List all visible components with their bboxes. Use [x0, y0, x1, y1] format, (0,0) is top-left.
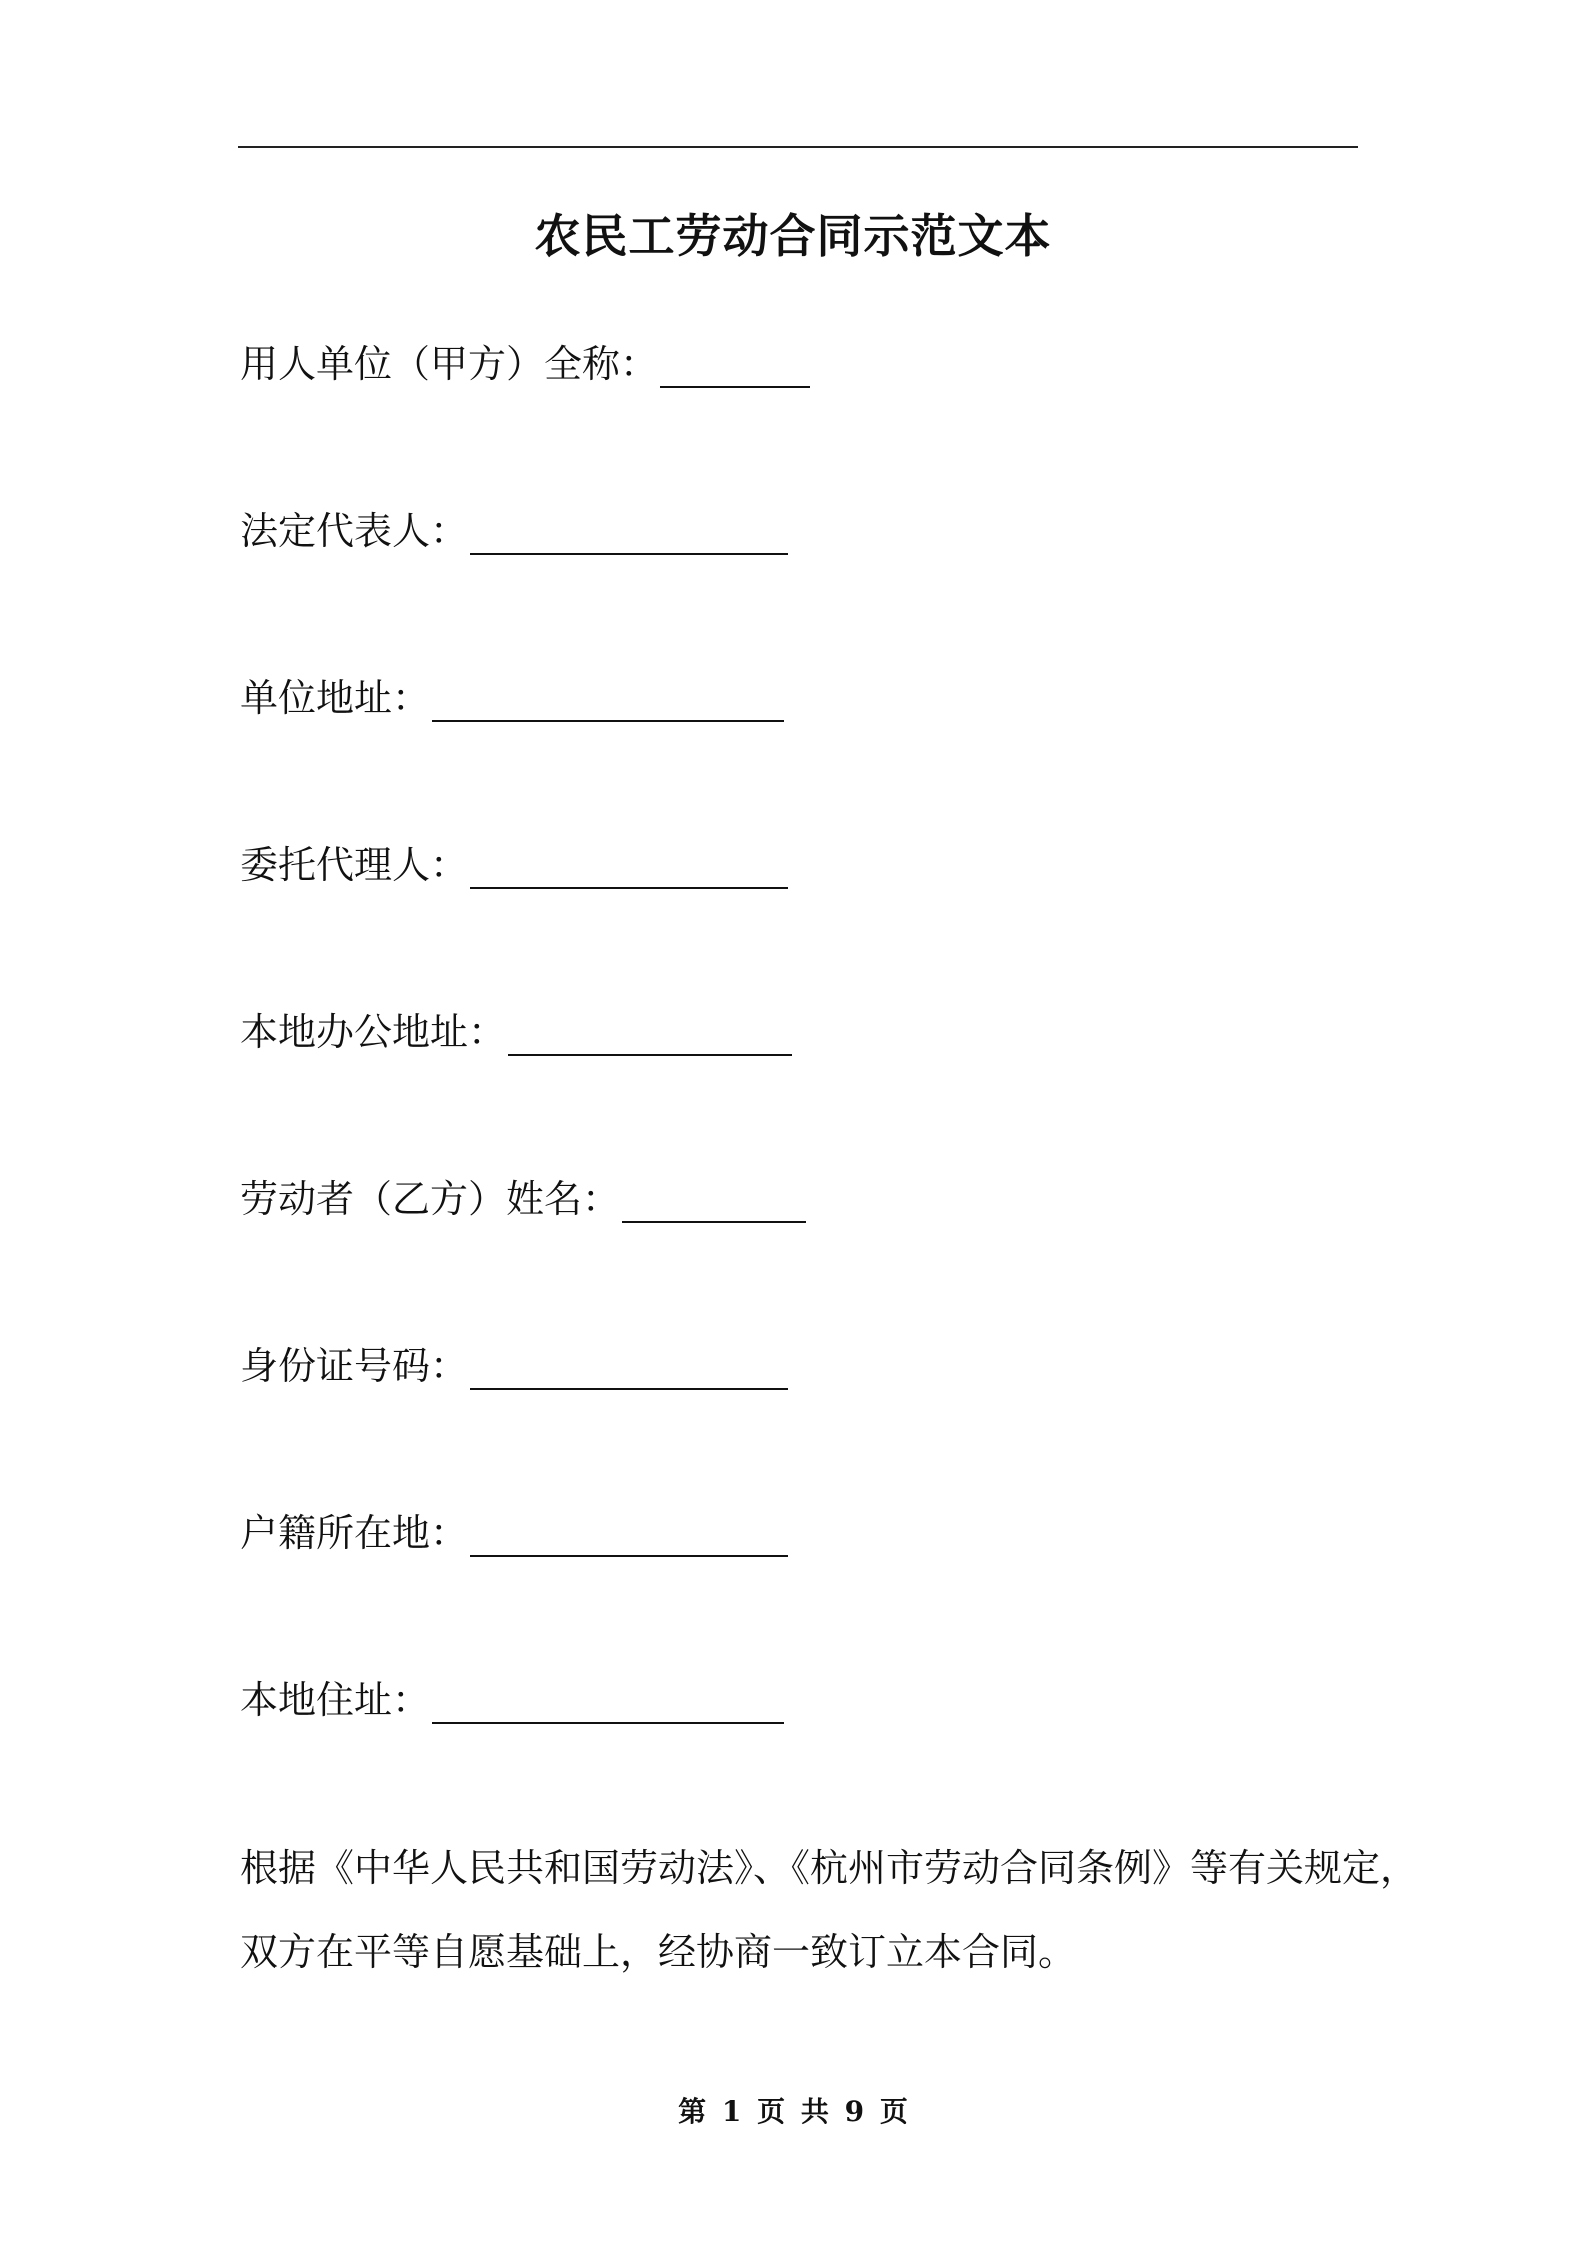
authorized-agent-blank[interactable] [470, 851, 788, 889]
field-employer-address [240, 674, 784, 722]
field-local-address [240, 1676, 784, 1724]
header-rule [238, 146, 1358, 148]
intro-line: 双方在平等自愿基础上，经协商一致订立本合同。 [240, 1930, 1077, 1974]
document-title: 农民工劳动合同示范文本 [534, 209, 1052, 263]
field-id-number [240, 1342, 788, 1390]
intro-paragraph [240, 1826, 1419, 1994]
field-label: 本地住址： [240, 1678, 431, 1722]
field-label: 本地办公地址： [240, 1010, 507, 1054]
field-label: 单位地址： [240, 676, 431, 720]
field-label: 用人单位（甲方）全称： [240, 342, 659, 386]
field-label: 户籍所在地： [240, 1511, 469, 1555]
field-employer-name [240, 340, 810, 388]
local-office-address-blank[interactable] [508, 1018, 792, 1056]
field-worker-name [240, 1175, 806, 1223]
field-label: 委托代理人： [240, 843, 469, 887]
id-number-blank[interactable] [470, 1352, 788, 1390]
field-label: 劳动者（乙方）姓名： [240, 1177, 621, 1221]
field-authorized-agent [240, 841, 788, 889]
field-legal-representative [240, 507, 788, 555]
field-label: 身份证号码： [240, 1344, 469, 1388]
field-label: 法定代表人： [240, 509, 469, 553]
employer-name-blank[interactable] [660, 350, 810, 388]
field-household-registration [240, 1509, 788, 1557]
local-address-blank[interactable] [432, 1686, 784, 1724]
employer-address-blank[interactable] [432, 684, 784, 722]
intro-line: 根据《中华人民共和国劳动法》、《杭州市劳动合同条例》等有关规定， [240, 1846, 1419, 1890]
page-number-footer: 第 1 页 共 9 页 [678, 2095, 908, 2128]
worker-name-blank[interactable] [622, 1185, 806, 1223]
field-local-office-address [240, 1008, 792, 1056]
legal-representative-blank[interactable] [470, 517, 788, 555]
household-registration-blank[interactable] [470, 1519, 788, 1557]
